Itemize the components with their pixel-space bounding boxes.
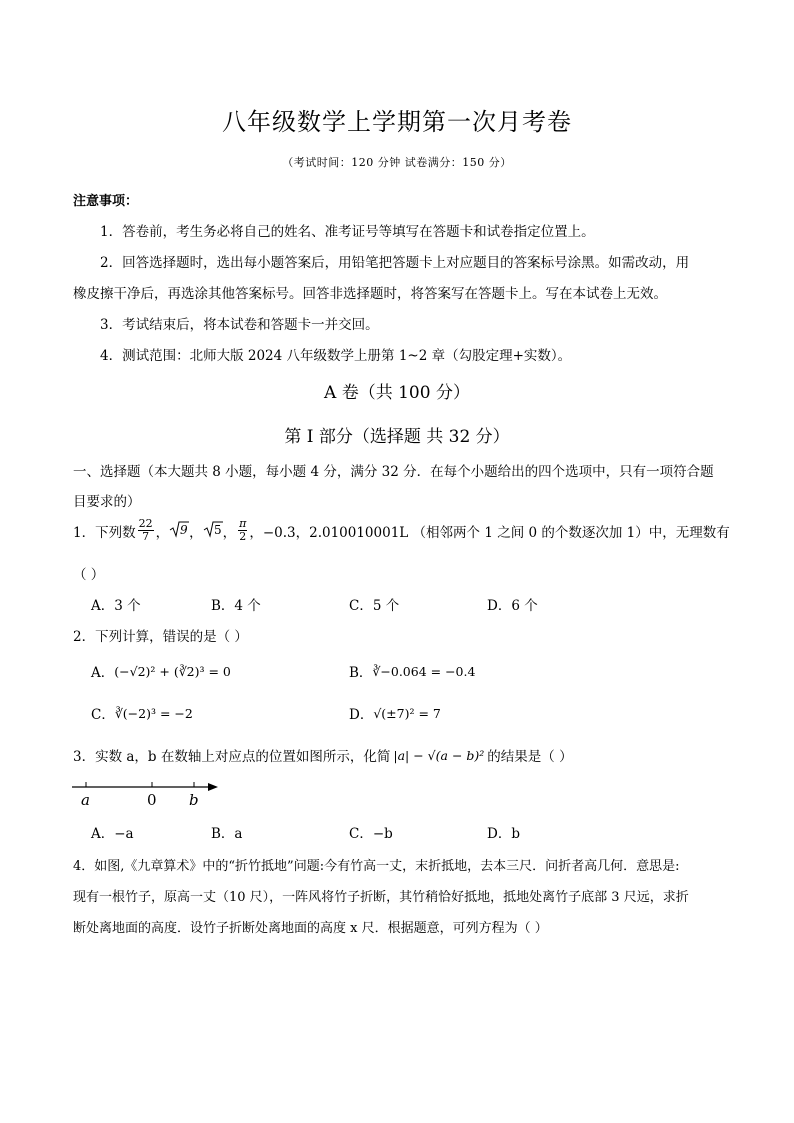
question-3-stem	[73, 745, 573, 765]
radicand: 5	[213, 522, 222, 537]
q1-option-d[interactable]: D．6 个	[487, 598, 538, 614]
fraction-pi-2	[238, 518, 247, 543]
fraction-22-7	[138, 518, 154, 543]
q3-expression: |a| − √(a − b)²	[393, 747, 485, 763]
notice-heading: 注意事项：	[73, 194, 139, 209]
q2-option-d[interactable]	[349, 703, 441, 723]
q1-tail: ，−0.3，2.010010001L （相邻两个 1 之间 0 的个数逐次加 1）中，无理数有	[249, 524, 730, 541]
q1-option-c[interactable]: C．5 个	[349, 598, 400, 614]
option-label: A．	[91, 665, 115, 681]
option-expression: ∛−0.064 = −0.4	[372, 663, 476, 679]
arrow-right-icon	[208, 783, 218, 791]
notice-item: 3．考试结束后，将本试卷和答题卡一并交回。	[100, 317, 379, 333]
notice-item: 橡皮擦干净后，再选涂其他答案标号。回答非选择题时，将答案写在答题卡上。写在本试卷上无效。	[73, 286, 667, 302]
radical-sign-icon	[203, 520, 223, 538]
option-expression: √(±7)² = 7	[373, 705, 441, 721]
fraction-denominator: 2	[239, 530, 247, 543]
notice-item: 1．答卷前，考生务必将自己的姓名、准考证号等填写在答题卡和试卷指定位置上。	[100, 224, 595, 240]
sqrt-9	[169, 520, 189, 542]
axis-label-zero: 0	[147, 791, 157, 809]
q3-option-b[interactable]: B．a	[211, 826, 243, 842]
q2-option-b[interactable]	[349, 661, 475, 681]
question-4-line: 现有一根竹子，原高一丈（10 尺），一阵风将竹子折断，其竹稍恰好抵地，抵地处离竹子底部 3 尺远，求折	[73, 890, 689, 905]
q1-prefix: 1．下列数	[73, 524, 136, 541]
q3-option-a[interactable]: A．−a	[91, 826, 134, 842]
radicand: 9	[180, 522, 188, 537]
q2-option-c[interactable]	[91, 703, 193, 723]
q3-option-c[interactable]: C．−b	[349, 826, 393, 842]
separator: ，	[189, 524, 203, 541]
instructions-line: 一、选择题（本大题共 8 小题，每小题 4 分，满分 32 分．在每个小题给出的四个选项中，只有一项符合题	[73, 464, 714, 480]
question-4-line: 断处离地面的高度．设竹子折断处离地面的高度 x 尺．根据题意，可列方程为（ ）	[73, 921, 548, 936]
notice-item: 2．回答选择题时，选出每小题答案后，用铅笔把答题卡上对应题目的答案标号涂黑。如需改动，用	[100, 255, 690, 271]
option-label: D．	[349, 707, 374, 723]
option-expression: (−√2)² + (∛2)³ = 0	[114, 663, 231, 679]
separator: ，	[155, 524, 170, 541]
option-label: B．	[349, 665, 373, 681]
separator: ，	[222, 524, 237, 541]
axis-label-b: b	[189, 791, 199, 809]
fraction-denominator: 7	[142, 530, 150, 543]
option-expression: ∛(−2)³ = −2	[114, 705, 193, 721]
option-label: C．	[91, 707, 115, 723]
q1-answer-paren: （ ）	[73, 567, 105, 583]
question-1-stem	[73, 518, 730, 543]
notice-item: 4．测试范围：北师大版 2024 八年级数学上册第 1~2 章（勾股定理+实数）。	[100, 348, 572, 364]
q3-option-d[interactable]: D．b	[487, 826, 520, 842]
exam-subtitle: （考试时间：120 分钟 试卷满分：150 分）	[282, 156, 512, 169]
q2-option-a[interactable]	[91, 661, 231, 681]
exam-title: 八年级数学上学期第一次月考卷	[222, 108, 572, 136]
q1-option-b[interactable]: B．4 个	[211, 598, 261, 614]
instructions-line: 目要求的）	[73, 494, 141, 510]
fraction-numerator: π	[239, 517, 247, 530]
q1-option-a[interactable]: A．3 个	[91, 598, 141, 614]
question-4-line: 4．如图,《九章算术》中的“折竹抵地”问题:今有竹高一丈，末折抵地，去本三尺．问折者高几何．意思是:	[73, 859, 680, 874]
radical-sign-icon	[169, 520, 189, 538]
q3-stem-pre: 3．实数 a，b 在数轴上对应点的位置如图所示，化简	[73, 749, 391, 765]
fraction-numerator: 22	[138, 517, 153, 530]
number-line	[70, 775, 225, 811]
question-2-stem: 2．下列计算，错误的是（ ）	[73, 629, 248, 645]
section-a-heading: A 卷（共 100 分）	[324, 383, 470, 403]
sqrt-5	[203, 520, 223, 542]
axis-label-a: a	[81, 791, 90, 809]
q3-stem-post: 的结果是（ ）	[487, 749, 573, 765]
part1-heading: 第 I 部分（选择题 共 32 分）	[284, 427, 510, 447]
